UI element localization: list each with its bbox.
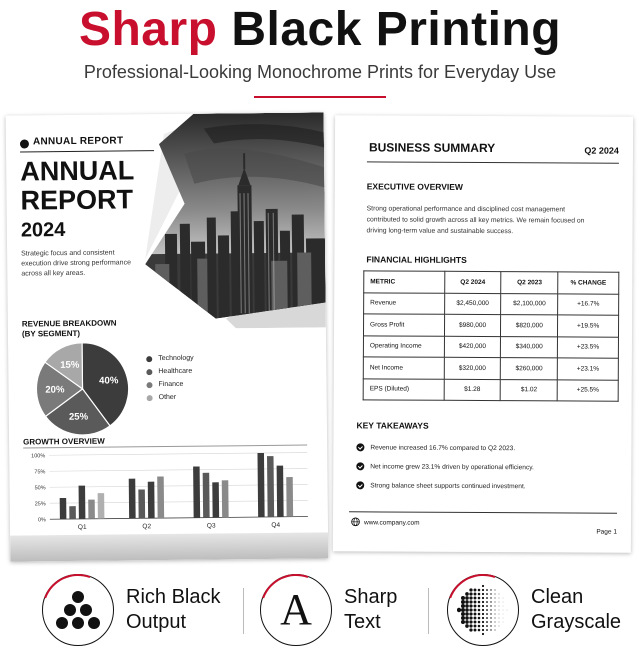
col-header: % CHANGE	[558, 272, 619, 294]
title-line-2: REPORT	[20, 184, 134, 216]
table-row	[363, 357, 618, 380]
feature-clean-grayscale	[447, 574, 621, 646]
legend-label: Finance	[158, 380, 184, 389]
bar-q1	[60, 498, 67, 519]
takeaway-item	[356, 462, 534, 471]
table-cell: +16.7%	[558, 293, 619, 315]
title-line-1: ANNUAL	[20, 155, 135, 187]
takeaway-text: Net income grew 23.1% driven by operational efficiency.	[370, 462, 534, 471]
feature-label	[531, 585, 621, 635]
table-cell: $260,000	[501, 358, 558, 380]
bar-q3	[222, 480, 229, 517]
legend-item	[147, 391, 195, 404]
col-header: Q2 2024	[444, 271, 501, 293]
bar-q2	[148, 482, 155, 519]
feature-label	[344, 585, 397, 635]
check-icon	[356, 462, 364, 470]
table-cell: $320,000	[444, 357, 501, 379]
legend-swatch	[147, 395, 153, 401]
pie-slice-label: 25%	[68, 411, 89, 423]
annual-report-title	[20, 156, 135, 215]
y-tick-label: 0%	[37, 517, 46, 524]
legend-swatch	[146, 369, 152, 375]
col-header: Q2 2023	[501, 272, 558, 294]
table-cell: +19.5%	[558, 315, 619, 337]
business-summary-page	[333, 115, 633, 553]
financial-table	[363, 270, 620, 401]
feature-icon-circle	[447, 574, 519, 646]
feature-sharp-text	[260, 574, 397, 646]
table-row	[363, 378, 618, 401]
bar-q1	[98, 493, 105, 519]
pie-legend	[146, 352, 194, 404]
legend-item	[146, 352, 194, 365]
bar-q4	[267, 456, 274, 517]
y-tick-label: 100%	[31, 453, 46, 460]
table-cell: $980,000	[444, 314, 501, 336]
report-year: 2024	[20, 219, 66, 242]
table-cell: $2,450,000	[444, 293, 501, 315]
takeaway-text: Strong balance sheet supports continued investment.	[370, 481, 526, 490]
feature-label-line-2: Grayscale	[531, 611, 622, 633]
subheadline: Professional-Looking Monochrome Prints for Everyday Use	[83, 62, 557, 82]
grid-line	[49, 453, 307, 456]
feature-icon-circle	[42, 574, 114, 646]
takeaway-item	[356, 481, 525, 490]
revenue-title-line-1: REVENUE BREAKDOWN	[21, 318, 117, 329]
table-cell: $820,000	[501, 315, 558, 337]
legend-swatch	[146, 382, 152, 388]
legend-item	[146, 365, 194, 378]
table-cell: +23.5%	[558, 336, 619, 358]
pie-slice-label: 40%	[99, 375, 119, 387]
executive-overview-text: Strong operational performance and disciplined cost management contributed to solid growth across all key metrics. We remain focused on driving long-term value and sustainable success.	[366, 205, 585, 236]
legend-label: Healthcare	[158, 367, 193, 376]
report-description: Strategic focus and consistent execution drive strong performance across all key areas.	[21, 249, 131, 278]
table-cell: +25.5%	[557, 379, 618, 401]
table-cell: Operating Income	[363, 335, 444, 357]
feature-label-line-2: Text	[344, 611, 381, 633]
city-skyline-image	[124, 112, 326, 329]
feature-label-line-1: Clean	[531, 586, 584, 608]
headline-red: Sharp	[78, 3, 218, 56]
bar-q4	[286, 477, 293, 517]
bar-q3	[203, 473, 210, 518]
table-cell: Net Income	[363, 357, 444, 379]
x-tick-label: Q1	[77, 523, 87, 531]
feature-label-line-1: Rich Black	[126, 586, 221, 608]
check-icon	[356, 481, 364, 489]
table-row	[364, 292, 619, 315]
feature-label	[126, 585, 220, 635]
bullet-dot	[20, 139, 29, 148]
annual-report-page	[6, 112, 329, 561]
accent-rule	[254, 96, 386, 98]
bar-q4	[257, 453, 264, 517]
check-icon	[356, 443, 364, 451]
revenue-title-line-2: (BY SEGMENT)	[21, 328, 81, 339]
quarter-label: Q2 2024	[584, 145, 619, 156]
feature-label-line-1: Sharp	[344, 586, 398, 608]
table-row	[363, 314, 618, 337]
growth-bar-chart	[21, 446, 312, 535]
table-cell: Revenue	[364, 292, 445, 314]
table-cell: $2,100,000	[501, 293, 558, 315]
bar-q3	[193, 466, 200, 517]
y-tick-label: 50%	[34, 485, 46, 492]
legend-label: Other	[158, 393, 177, 402]
col-header: METRIC	[364, 271, 445, 293]
x-tick-label: Q3	[206, 522, 216, 530]
pie-slice-label: 20%	[45, 384, 65, 396]
y-tick-label: 25%	[34, 501, 46, 508]
bar-q2	[138, 489, 145, 518]
table-row	[363, 335, 618, 358]
bar-q2	[129, 479, 136, 519]
table-cell: $1.02	[501, 379, 558, 401]
bar-q2	[157, 476, 164, 518]
divider	[349, 511, 617, 513]
revenue-pie-chart	[34, 340, 131, 437]
takeaway-item	[356, 443, 515, 452]
website-text: www.company.com	[363, 519, 420, 527]
bar-q1	[69, 506, 76, 519]
bar-q1	[88, 500, 95, 519]
letter-a-icon: A	[280, 585, 312, 634]
page-number: Page 1	[596, 528, 617, 536]
legend-label: Technology	[158, 354, 194, 363]
financial-highlights-title: FINANCIAL HIGHLIGHTS	[366, 254, 467, 265]
table-cell: EPS (Diluted)	[363, 378, 444, 400]
feature-divider	[428, 588, 429, 634]
revenue-breakdown-title	[22, 319, 117, 340]
annual-report-label: ANNUAL REPORT	[32, 135, 124, 148]
table-cell: $420,000	[444, 336, 501, 358]
table-cell: Gross Profit	[363, 314, 444, 336]
globe-icon	[351, 517, 360, 526]
page-footer-band	[10, 532, 328, 561]
headline-black: Black Printing	[231, 3, 562, 56]
feature-label-line-2: Output	[126, 611, 187, 633]
feature-icon-circle	[260, 574, 332, 646]
table-cell: $1.28	[444, 379, 501, 401]
legend-swatch	[146, 356, 152, 362]
table-header-row	[364, 271, 619, 294]
x-tick-label: Q4	[271, 521, 281, 529]
legend-item	[146, 378, 194, 391]
business-summary-title: BUSINESS SUMMARY	[368, 140, 496, 156]
bar-q3	[212, 482, 219, 517]
divider	[367, 161, 619, 163]
executive-overview-title: EXECUTIVE OVERVIEW	[366, 181, 463, 192]
table-cell: +23.1%	[557, 358, 618, 380]
table-cell: $340,000	[501, 336, 558, 358]
takeaway-text: Revenue increased 16.7% compared to Q2 2023.	[370, 443, 516, 452]
pie-slice-label: 15%	[60, 359, 80, 371]
y-tick-label: 75%	[34, 469, 46, 476]
x-tick-label: Q2	[142, 523, 152, 531]
bar-q1	[79, 486, 86, 519]
growth-overview-title: GROWTH OVERVIEW	[23, 436, 105, 447]
key-takeaways-title: KEY TAKEAWAYS	[356, 420, 429, 431]
bar-q4	[277, 466, 284, 517]
feature-divider	[243, 588, 244, 634]
feature-rich-black	[42, 574, 220, 646]
headline	[0, 2, 640, 57]
